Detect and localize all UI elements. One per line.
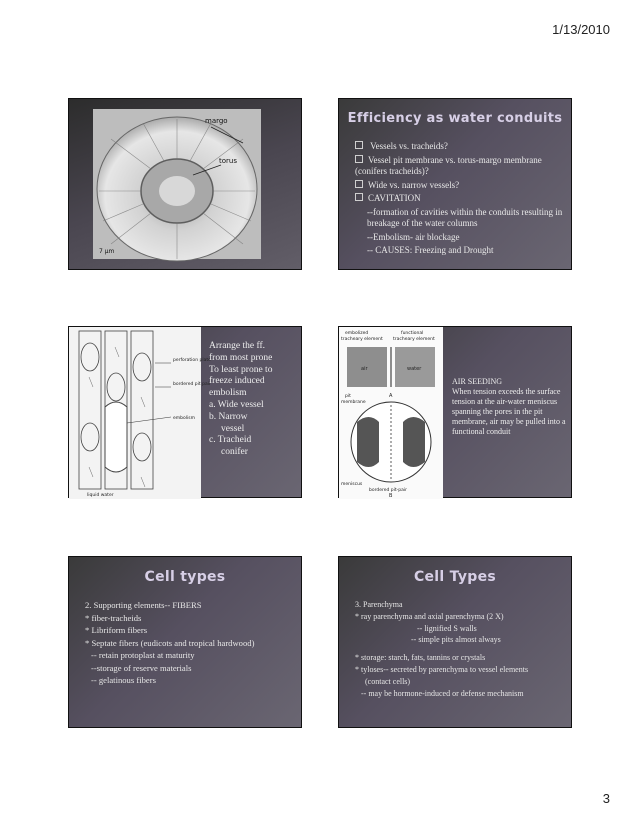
air-seeding-body: When tension exceeds the surface tension at the air-water meniscus spanning the pores in the pit membrane, air may be pulled into a functional conduit [452, 387, 566, 436]
figure-label-perforation-plate: perforation plate [173, 358, 211, 363]
text-line: To least prone to [209, 364, 273, 375]
text-line: * fiber-tracheids [85, 612, 142, 623]
text-line: 2. Supporting elements-- FIBERS [85, 600, 202, 610]
text-line: -- lignified S walls [417, 623, 477, 633]
text-line: * Libriform fibers [85, 625, 148, 635]
slide-body [85, 599, 293, 687]
figure-label-membrane: membrane [341, 400, 366, 405]
text-line: Arrange the ff. [209, 341, 266, 351]
figure-label-embolized: embolized [345, 331, 369, 336]
text-line: -- may be hormone-induced or defense mechanism [361, 688, 524, 698]
text-line: -- retain protoplast at maturity [91, 650, 195, 660]
text-line: b. Narrow [209, 411, 248, 422]
figure-label-air: air [361, 366, 368, 372]
figure-label-water: water [407, 366, 422, 372]
slide-6 [338, 556, 572, 728]
figure-label-meniscus: meniscus [341, 482, 363, 487]
text-line: --storage of reserve materials [91, 662, 192, 673]
air-seeding-diagram [339, 327, 443, 499]
slide-title: Efficiency as water conduits [347, 111, 563, 126]
sub-line: --formation of cavities within the conduits resulting in breakage of the water columns [367, 206, 563, 228]
checkbox-square-icon [355, 155, 363, 163]
text-line: conifer [221, 447, 248, 458]
text-line: from most prone [209, 352, 273, 363]
checkbox-square-icon [355, 141, 363, 149]
list-item: Vessel pit membrane vs. torus-margo membrane (conifers tracheids)? [355, 154, 542, 176]
figure-label-bordered-pit-pair: bordered pit-pair [369, 488, 408, 493]
air-seeding-text [452, 377, 570, 437]
slide-1 [68, 98, 302, 270]
text-line: 3. Parenchyma [355, 600, 403, 609]
figure-label-functional: functional [401, 331, 424, 336]
slide-title: Cell types [144, 569, 226, 585]
figure-label-tracheary-element-1: tracheary element [341, 337, 383, 342]
figure-label-torus: torus [219, 157, 237, 165]
sub-line: -- CAUSES: Freezing and Drought [367, 245, 494, 255]
figure-label-scale: 7 μm [99, 248, 115, 255]
text-line: * tyloses-- secreted by parenchyma to vessel elements [355, 664, 529, 674]
header-date: 1/13/2010 [552, 22, 610, 37]
text-line: * ray parenchyma and axial parenchyma (2 X) [355, 611, 504, 621]
text-line: * Septate fibers (eudicots and tropical hardwood) [85, 637, 255, 648]
figure-label-b: B [389, 493, 393, 499]
slide-body [355, 599, 563, 699]
figure-label-liquid-water: liquid water [87, 493, 114, 498]
text-line: c. Tracheid [209, 435, 252, 446]
checkbox-square-icon [355, 193, 363, 201]
list-item: Vessels vs. tracheids? [355, 141, 563, 153]
text-line: vessel [221, 423, 245, 434]
figure-label-bordered-pit-pair: bordered pit pair [173, 382, 211, 387]
text-line: embolism [209, 388, 247, 399]
text-line: * storage: starch, fats, tannins or crystals [355, 653, 486, 663]
text-line: freeze induced [209, 376, 265, 387]
figure-label-a: A [389, 393, 393, 399]
figure-label-embolism: embolism [173, 416, 195, 421]
slide-3 [68, 326, 302, 498]
checkbox-square-icon [355, 180, 363, 188]
text-line: a. Wide vessel [209, 399, 264, 410]
bullet-list [355, 141, 563, 259]
slide-2 [338, 98, 572, 270]
air-seeding-heading: AIR SEEDING [452, 377, 502, 386]
text-line: -- gelatinous fibers [91, 675, 156, 685]
list-item: CAVITATION [355, 193, 563, 205]
slide-title: Cell Types [413, 569, 497, 585]
slide-5 [68, 556, 302, 728]
xylem-conduit-diagram [69, 327, 211, 499]
figure-label-margo: margo [205, 117, 228, 125]
pit-membrane-micrograph [93, 109, 261, 259]
figure-label-tracheary-element-2: tracheary element [393, 337, 435, 342]
figure-label-pit: pit [345, 394, 351, 399]
question-text [209, 341, 299, 459]
text-line: -- simple pits almost always [411, 635, 501, 645]
page-number: 3 [602, 791, 610, 806]
sub-line: --Embolism- air blockage [367, 231, 460, 242]
list-item: Wide vs. narrow vessels? [355, 180, 563, 192]
text-line: (contact cells) [365, 676, 411, 686]
slide-4 [338, 326, 572, 498]
